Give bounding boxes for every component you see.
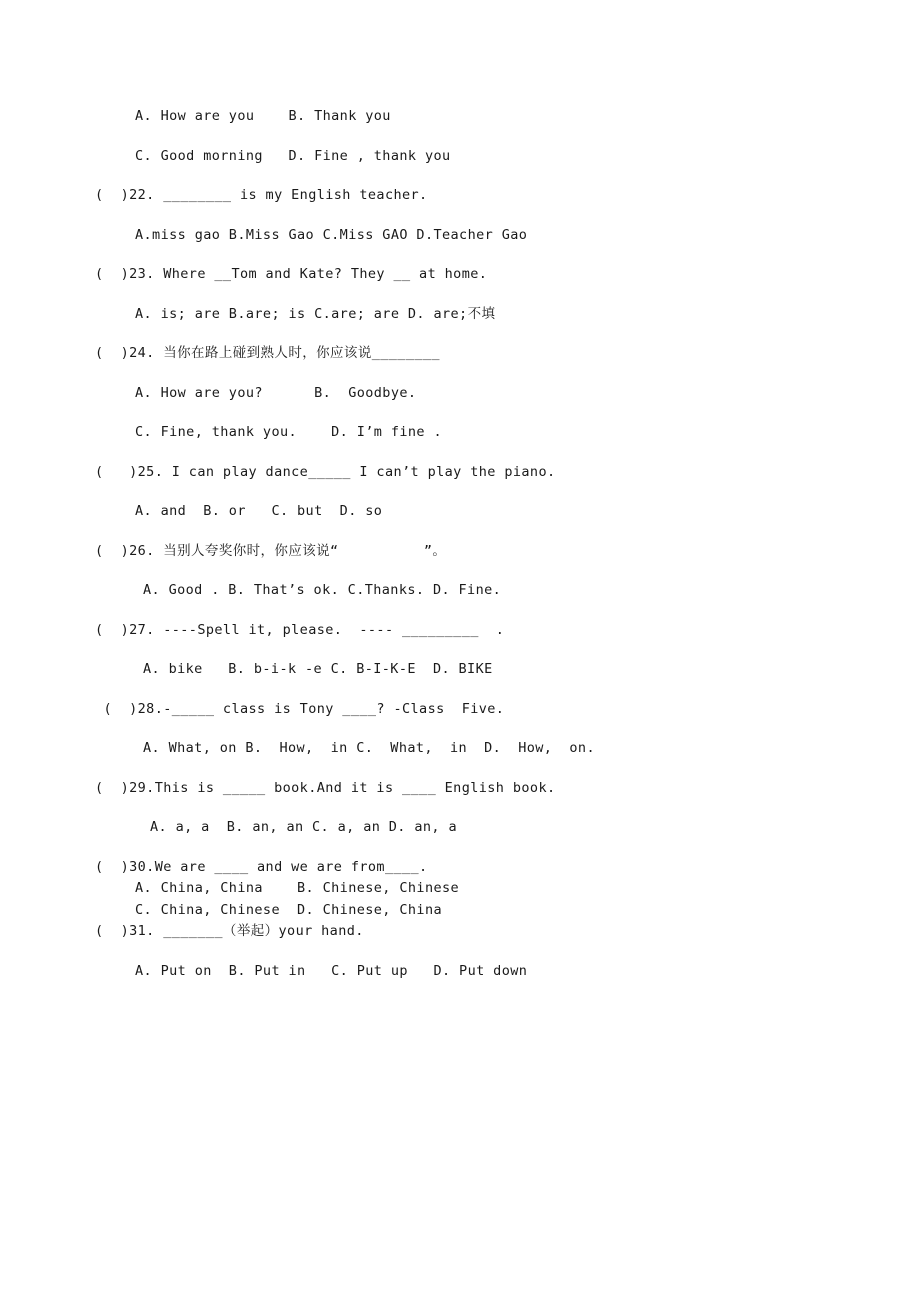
option-line: A. How are you B. Thank you: [135, 108, 391, 124]
question-stem: ( )29.This is _____ book.And it is ____ English book.: [95, 779, 556, 796]
option-line: A. Put on B. Put in C. Put up D. Put down: [135, 962, 528, 979]
question-28: [95, 700, 825, 756]
question-stem: ( )28.-_____ class is Tony ____? -Class Five.: [95, 700, 505, 717]
option-line: A.miss gao B.Miss Gao C.Miss GAO D.Teacher Gao: [135, 226, 528, 243]
question-29: [95, 779, 825, 835]
option-line: A. bike B. b-i-k -e C. B-I-K-E D. BIKE: [143, 661, 493, 677]
option-line: A. and B. or C. but D. so: [135, 503, 383, 519]
question-stem: ( )25. I can play dance_____ I can’t play the piano.: [95, 463, 556, 480]
option-line: A. Good . B. That’s ok. C.Thanks. D. Fine.: [143, 582, 502, 598]
option-line: A. How are you? B. Goodbye.: [135, 384, 417, 401]
question-stem: ( )27. ----Spell it, please. ---- _________ .: [95, 621, 505, 638]
question-stem: ( )30.We are ____ and we are from____.: [95, 858, 428, 875]
question-stem: ( )26. 当别人夸奖你时，你应该说“ ”。: [95, 542, 447, 559]
question-27: [95, 621, 825, 677]
option-line: C. Fine, thank you. D. I’m fine .: [135, 424, 442, 440]
question-25: [95, 463, 825, 519]
option-line: A. a, a B. an, an C. a, an D. an, a: [150, 819, 457, 835]
question-stem: ( )24. 当你在路上碰到熟人时，你应该说________: [95, 345, 440, 361]
question-23: [95, 268, 825, 321]
option-line: C. Good morning D. Fine , thank you: [135, 147, 451, 164]
question-stem: ( )31. _______（举起）your hand.: [95, 923, 364, 939]
question-31: [95, 925, 825, 978]
question-22: [95, 189, 825, 242]
question-stem: ( )22. ________ is my English teacher.: [95, 187, 428, 203]
option-line: A. What, on B. How, in C. What, in D. How, on.: [143, 740, 595, 756]
option-line: C. China, Chinese D. Chinese, China: [135, 901, 442, 918]
options-group-21: [95, 110, 825, 163]
option-line: A. China, China B. Chinese, Chinese: [135, 880, 460, 896]
question-30: [95, 858, 825, 918]
question-24: [95, 347, 825, 440]
question-26: [95, 542, 825, 598]
question-stem: ( )23. Where __Tom and Kate? They __ at home.: [95, 266, 488, 282]
option-line: A. is; are B.are; is C.are; are D. are;不填: [135, 305, 496, 322]
